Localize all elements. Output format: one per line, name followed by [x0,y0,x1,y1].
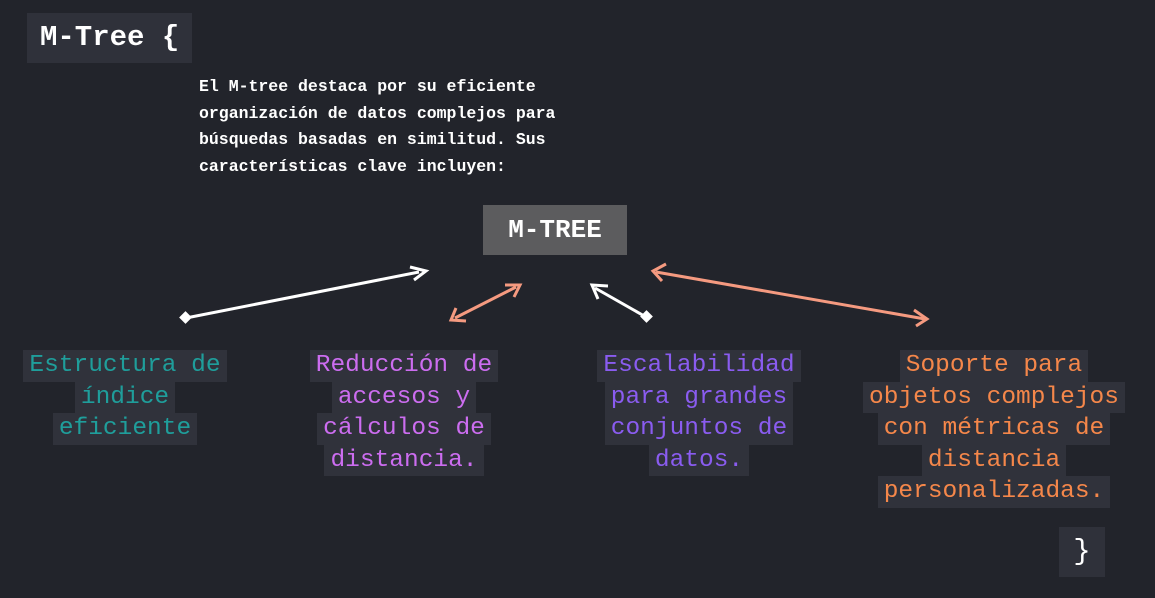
feature-line: personalizadas. [878,476,1111,508]
feature-line: cálculos de [317,413,491,445]
feature-node-index-structure [6,350,244,445]
intro-line: El M-tree destaca por su eficiente [199,77,536,96]
diagram-title: M-Tree { [27,13,192,63]
feature-line: Reducción de [310,350,498,382]
feature-line: datos. [649,445,749,477]
feature-line: objetos complejos [863,382,1125,414]
connector-arrow-2 [451,285,520,321]
feature-line: índice [75,382,175,414]
connector-arrow-4 [653,264,927,326]
connector-arrow-1 [179,267,426,324]
feature-node-access-reduction [291,350,517,476]
feature-line: Soporte para [900,350,1088,382]
feature-line: Estructura de [23,350,226,382]
feature-line: Escalabilidad [597,350,800,382]
feature-node-scalability [578,350,820,476]
feature-line: con métricas de [878,413,1111,445]
feature-line: para grandes [605,382,793,414]
intro-line: organización de datos complejos para [199,103,556,123]
intro-line: características clave incluyen: [199,156,506,176]
center-node: M-TREE [483,205,627,255]
feature-line: eficiente [53,413,197,445]
feature-line: conjuntos de [605,413,793,445]
feature-line: distancia. [324,445,483,477]
feature-node-complex-objects [840,350,1148,508]
feature-line: distancia [922,445,1066,477]
feature-line: accesos y [332,382,476,414]
connector-arrow-3 [592,285,653,323]
intro-line: búsquedas basadas en similitud. Sus [199,130,546,149]
closing-brace: } [1059,527,1105,577]
